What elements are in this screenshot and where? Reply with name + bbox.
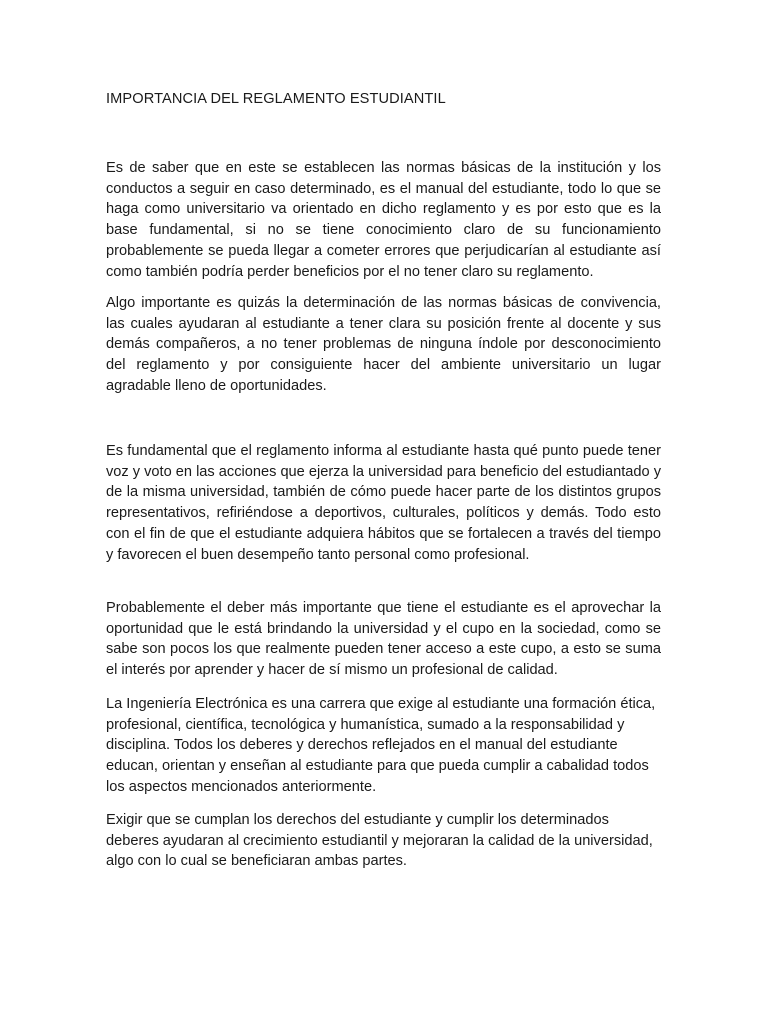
paragraph-4: Probablemente el deber más importante que tiene el estudiante es el aprovechar la oportunidad que le está brindando la universidad y el cupo en la sociedad, como se sabe son pocos los que realmente pueden tener acceso a este cupo, a esto se suma el interés por aprender y hacer de sí mismo un profesional de calidad. [106, 600, 661, 679]
paragraph-1: Es de saber que en este se establecen las normas básicas de la institución y los conductos a seguir en caso determinado, es el manual del estudiante, todo lo que se haga como universitario va orientado en dicho reglamento y es por esto que es la base fundamental, si no se tiene conocimiento claro de su funcionamiento probablemente se pueda llegar a cometer errores que perjudicarían al estudiante así como también podría perder beneficios por el no tener claro su reglamento. [106, 160, 661, 280]
paragraph-6: Exigir que se cumplan los derechos del estudiante y cumplir los determinados deberes ayudaran al crecimiento estudiantil y mejoraran la calidad de la universidad, algo con lo cual se beneficiaran ambas partes. [106, 812, 653, 870]
paragraph-5: La Ingeniería Electrónica es una carrera que exige al estudiante una formación ética, profesional, científica, tecnológica y humanística, sumado a la responsabilidad y disciplina. Todos los deberes y derechos reflejados en el manual del estudiante educan, orientan y enseñan al estudiante para que pueda cumplir a cabalidad todos los aspectos mencionados anteriormente. [106, 696, 656, 795]
paragraph-2: Algo importante es quizás la determinación de las normas básicas de convivencia, las cuales ayudaran al estudiante a tener clara su posición frente al docente y sus demás compañeros, a no tener problemas de ninguna índole por desconocimiento del reglamento y por consiguiente hacer del ambiente universitario un lugar agradable lleno de oportunidades. [106, 295, 661, 394]
document-title: IMPORTANCIA DEL REGLAMENTO ESTUDIANTIL [106, 91, 446, 107]
paragraph-3: Es fundamental que el reglamento informa al estudiante hasta qué punto puede tener voz y voto en las acciones que ejerza la universidad para beneficio del estudiantado y de la misma universidad, también de cómo puede hacer parte de los distintos grupos representativos, refiriéndose a deportivos, culturales, políticos y demás. Todo esto con el fin de que el estudiante adquiera hábitos que se fortalecen a través del tiempo y favorecen el buen desempeño tanto personal como profesional. [106, 443, 661, 563]
